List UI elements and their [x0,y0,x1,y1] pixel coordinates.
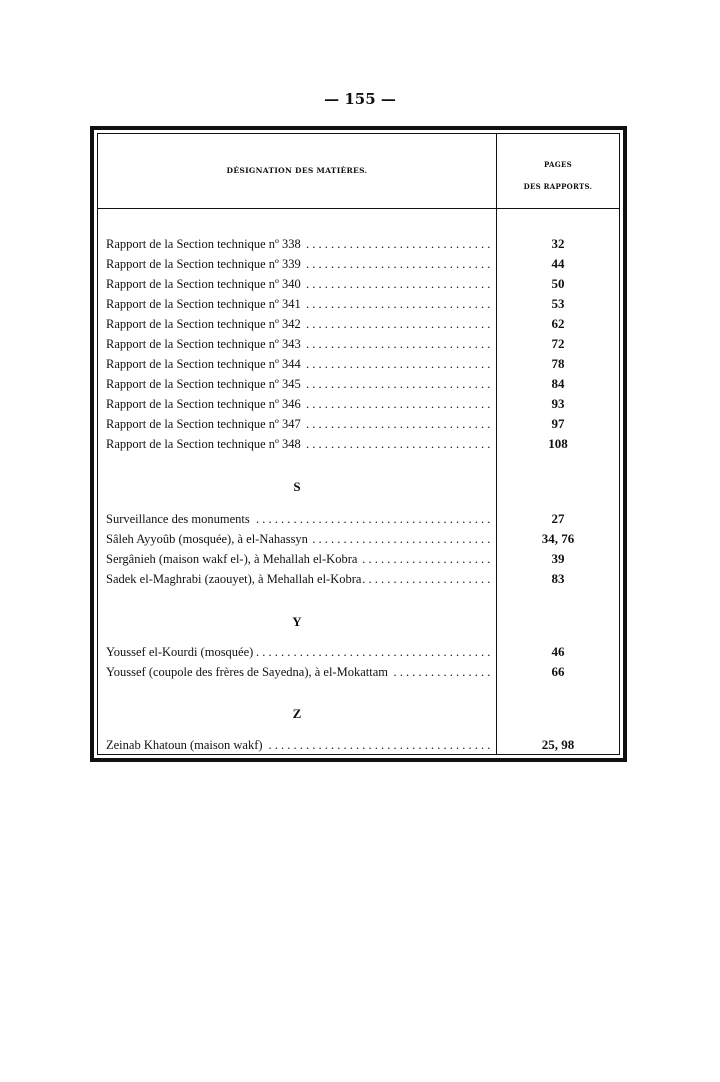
entry-page: 50 [551,276,565,291]
entry-description: Rapport de la Section technique nº 339 [106,257,301,271]
list-item [98,434,619,454]
header-pages-line2: DES RAPPORTS. [523,182,593,191]
entry-description: Rapport de la Section technique nº 348 [106,437,301,451]
entry-description: Rapport de la Section technique nº 338 [106,237,301,251]
entry-page: 78 [551,356,565,371]
list-item [98,254,619,274]
header-designation: DÉSIGNATION DES MATIÈRES. [226,166,368,175]
entry-page: 84 [551,376,565,391]
entry-description: Rapport de la Section technique nº 343 [106,337,301,351]
entry-page: 25, 98 [541,737,575,752]
entry-description: Youssef (coupole des frères de Sayedna), à el-Mokattam [106,665,388,679]
list-item [98,549,619,569]
list-item [98,414,619,434]
entry-page: 53 [551,296,565,311]
entry-page: 108 [548,436,568,451]
table-inner [97,133,620,755]
entry-description: Rapport de la Section technique nº 341 [106,297,301,311]
entry-description: Rapport de la Section technique nº 345 [106,377,301,391]
entry-page: 66 [551,664,565,679]
entry-description: Rapport de la Section technique nº 347 [106,417,301,431]
entry-description: Rapport de la Section technique nº 340 [106,277,301,291]
entry-page: 62 [551,316,565,331]
list-item [98,294,619,314]
entry-description: Rapport de la Section technique nº 344 [106,357,301,371]
header-pages-line1: PAGES [543,160,573,169]
entry-page: 39 [551,551,565,566]
entry-description: Rapport de la Section technique nº 346 [106,397,301,411]
entry-page: 44 [551,256,565,271]
entry-page: 34, 76 [541,531,575,546]
list-item [98,529,619,549]
header-divider [98,208,619,209]
list-item [98,374,619,394]
list-item [98,234,619,254]
entry-description: Youssef el-Kourdi (mosquée) [106,645,254,659]
section-letter: S [293,479,301,494]
entry-page: 27 [551,511,565,526]
list-item [98,334,619,354]
list-item [98,274,619,294]
list-item [98,354,619,374]
list-item [98,642,619,662]
table-frame [90,126,627,762]
entry-description: Sâleh Ayyoûb (mosquée), à el-Nahassyn [106,532,308,546]
list-item [98,509,619,529]
header-pages [497,154,619,198]
entry-page: 93 [551,396,565,411]
section-letter: Z [292,706,302,721]
entry-page: 97 [551,416,565,431]
list-item [98,314,619,334]
entry-page: 83 [551,571,565,586]
entry-page: 72 [551,336,565,351]
entry-description: Sadek el-Maghrabi (zaouyet), à Mehallah el-Kobra [106,572,362,586]
entry-page: 32 [551,236,565,251]
entry-description: Rapport de la Section technique nº 342 [106,317,301,331]
entry-description: Sergânieh (maison wakf el-), à Mehallah el-Kobra [106,552,358,566]
entry-description: Zeinab Khatoun (maison wakf) [106,738,263,752]
list-item [98,735,619,755]
entry-description: Surveillance des monuments [106,512,250,526]
page-number: — 155 — [324,90,396,108]
entry-page: 46 [551,644,565,659]
list-item [98,394,619,414]
section-letter: Y [292,614,302,629]
list-item [98,569,619,589]
list-item [98,662,619,682]
